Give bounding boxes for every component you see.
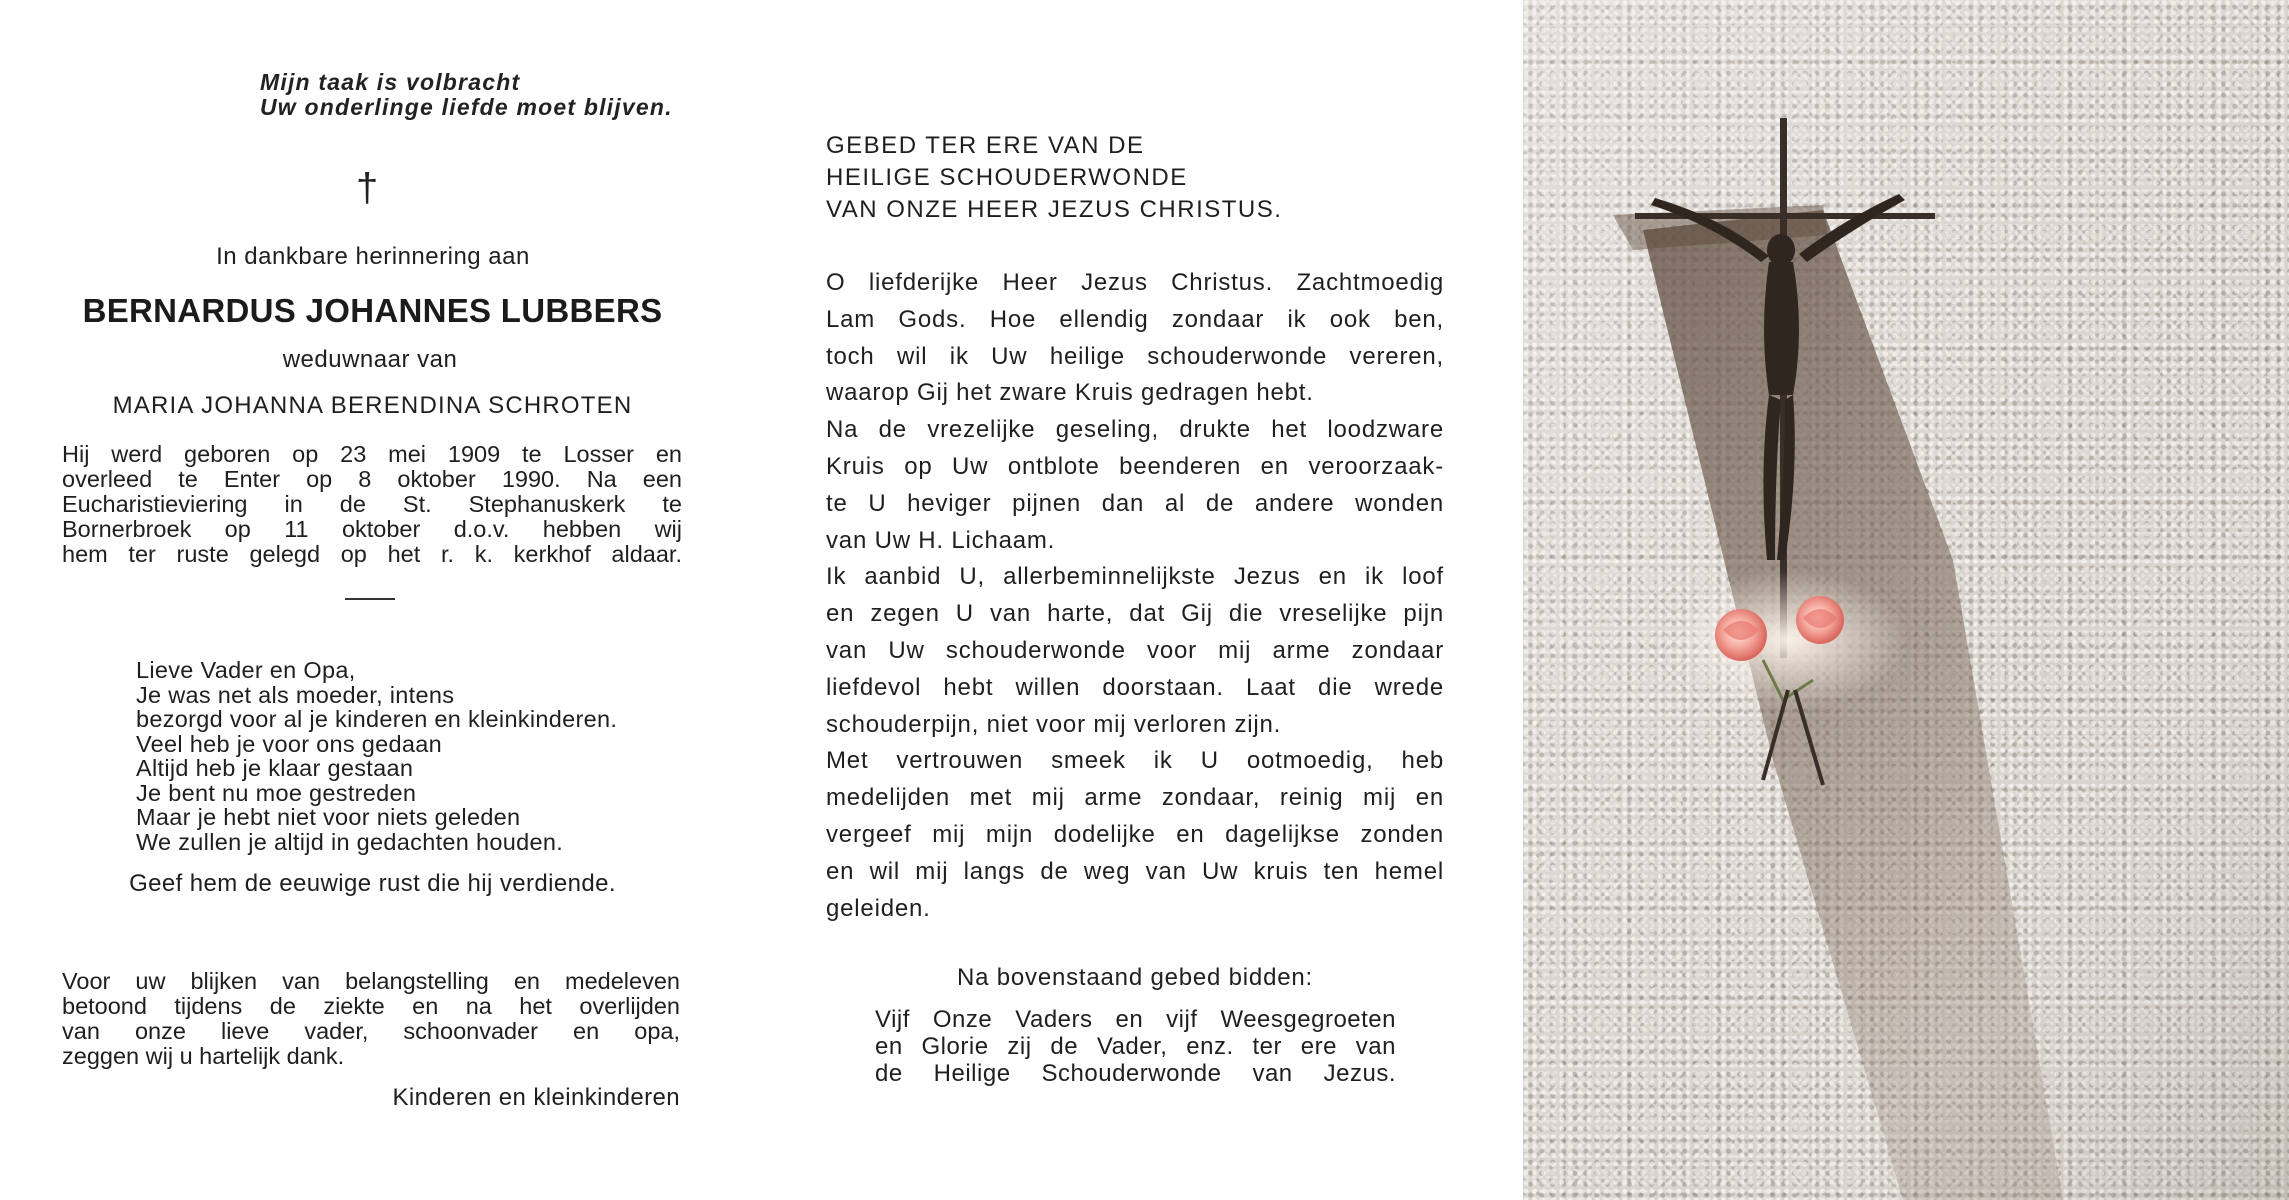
- after-prayer-line: Vijf Onze Vaders en vijf Weesgegroeten: [875, 1006, 1396, 1033]
- poem-line: Je was net als moeder, intens: [136, 681, 455, 708]
- crucifix-illustration: [1523, 0, 2289, 1200]
- signature: Kinderen en kleinkinderen: [392, 1084, 680, 1111]
- thanks-text: [62, 969, 680, 1069]
- poem-line: bezorgd voor al je kinderen en kleinkinderen.: [136, 706, 618, 732]
- poem-line: Je bent nu moe gestreden: [136, 779, 417, 806]
- biography-line: hem ter ruste gelegd op het r. k. kerkhof aldaar.: [62, 541, 682, 567]
- prayer-title-line: HEILIGE SCHOUDERWONDE: [826, 164, 1188, 191]
- prayer-line: van Uw schouderwonde voor mij arme zondaar: [826, 636, 1444, 664]
- poem-line: We zullen je altijd in gedachten houden.: [136, 828, 564, 855]
- cross-icon: †: [356, 166, 379, 210]
- biography-line: Hij werd geboren op 23 mei 1909 te Losser en: [62, 441, 682, 467]
- divider: [345, 598, 395, 600]
- prayer-title-line: GEBED TER ERE VAN DE: [826, 132, 1145, 159]
- prayer-line: en wil mij langs de weg van Uw kruis ten hemel: [826, 857, 1444, 885]
- poem: [136, 658, 617, 854]
- prayer-body: [826, 265, 1444, 927]
- prayer-line: vergeef mij mijn dodelijke en dagelijkse zonden: [826, 820, 1444, 848]
- prayer-line: Lam Gods. Hoe ellendig zondaar ik ook ben,: [826, 305, 1444, 333]
- thanks-line: Voor uw blijken van belangstelling en medeleven: [62, 968, 680, 994]
- prayer-line: O liefderijke Heer Jezus Christus. Zachtmoedig: [826, 269, 1444, 296]
- closing-line: Geef hem de eeuwige rust die hij verdiende.: [129, 870, 616, 897]
- motto: [260, 70, 673, 120]
- after-prayer-line: de Heilige Schouderwonde van Jezus.: [875, 1060, 1396, 1087]
- after-prayer-label: Na bovenstaand gebed bidden:: [956, 964, 1313, 991]
- prayer-title-line: VAN ONZE HEER JEZUS CHRISTUS.: [826, 196, 1283, 223]
- thanks-line: zeggen wij u hartelijk dank.: [62, 1043, 345, 1069]
- spouse-name: MARIA JOHANNA BERENDINA SCHROTEN: [112, 392, 633, 419]
- prayer-line: toch wil ik Uw heilige schouderwonde vereren,: [826, 342, 1444, 370]
- prayer-line: geleiden.: [826, 894, 931, 922]
- prayer-line: liefdevol hebt willen doorstaan. Laat die wrede: [826, 673, 1444, 701]
- prayer-line: Ik aanbid U, allerbeminnelijkste Jezus en ik loof: [826, 563, 1444, 591]
- poem-line: Altijd heb je klaar gestaan: [136, 755, 414, 781]
- prayer-title: [826, 130, 1282, 226]
- deceased-name: BERNARDUS JOHANNES LUBBERS: [82, 292, 663, 329]
- prayer-line: van Uw H. Lichaam.: [826, 526, 1056, 554]
- biography-line: Bornerbroek op 11 oktober d.o.v. hebben wij: [62, 516, 682, 542]
- prayer-line: medelijden met mij arme zondaar, reinig mij en: [826, 784, 1444, 812]
- prayer-line: Na de vrezelijke geseling, drukte het loodzware: [826, 416, 1444, 444]
- flower-glow: [1668, 570, 1908, 710]
- poem-line: Lieve Vader en Opa,: [136, 657, 356, 683]
- motto-line: Uw onderlinge liefde moet blijven.: [260, 94, 673, 120]
- prayer-line: schouderpijn, niet voor mij verloren zijn.: [826, 710, 1282, 738]
- intro-text: In dankbare herinnering aan: [216, 243, 530, 270]
- thanks-line: van onze lieve vader, schoonvader en opa,: [62, 1018, 680, 1044]
- rose-flower: [1796, 596, 1844, 644]
- poem-line: Veel heb je voor ons gedaan: [136, 730, 443, 757]
- after-prayer-line: en Glorie zij de Vader, enz. ter ere van: [875, 1033, 1396, 1060]
- biography: [62, 442, 682, 567]
- prayer-line: en zegen U van harte, dat Gij die vreselijke pijn: [826, 600, 1444, 628]
- crucifix-photo: [1523, 0, 2289, 1200]
- prayer-line: waarop Gij het zware Kruis gedragen hebt.: [826, 379, 1314, 407]
- prayer-line: te U heviger pijnen dan al de andere wonden: [826, 489, 1444, 517]
- biography-line: Eucharistieviering in de St. Stephanuskerk te: [62, 491, 682, 517]
- prayer-line: Met vertrouwen smeek ik U ootmoedig, heb: [826, 747, 1444, 775]
- biography-line: overleed te Enter op 8 oktober 1990. Na een: [62, 466, 682, 492]
- after-prayer-text: [875, 1006, 1396, 1087]
- motto-line: Mijn taak is volbracht: [260, 69, 521, 95]
- poem-line: Maar je hebt niet voor niets geleden: [136, 804, 521, 830]
- prayer-line: Kruis op Uw ontblote beenderen en veroorzaak-: [826, 452, 1444, 480]
- thanks-line: betoond tijdens de ziekte en na het overlijden: [62, 993, 680, 1019]
- rose-flower: [1715, 609, 1767, 661]
- widower-label: weduwnaar van: [282, 346, 458, 373]
